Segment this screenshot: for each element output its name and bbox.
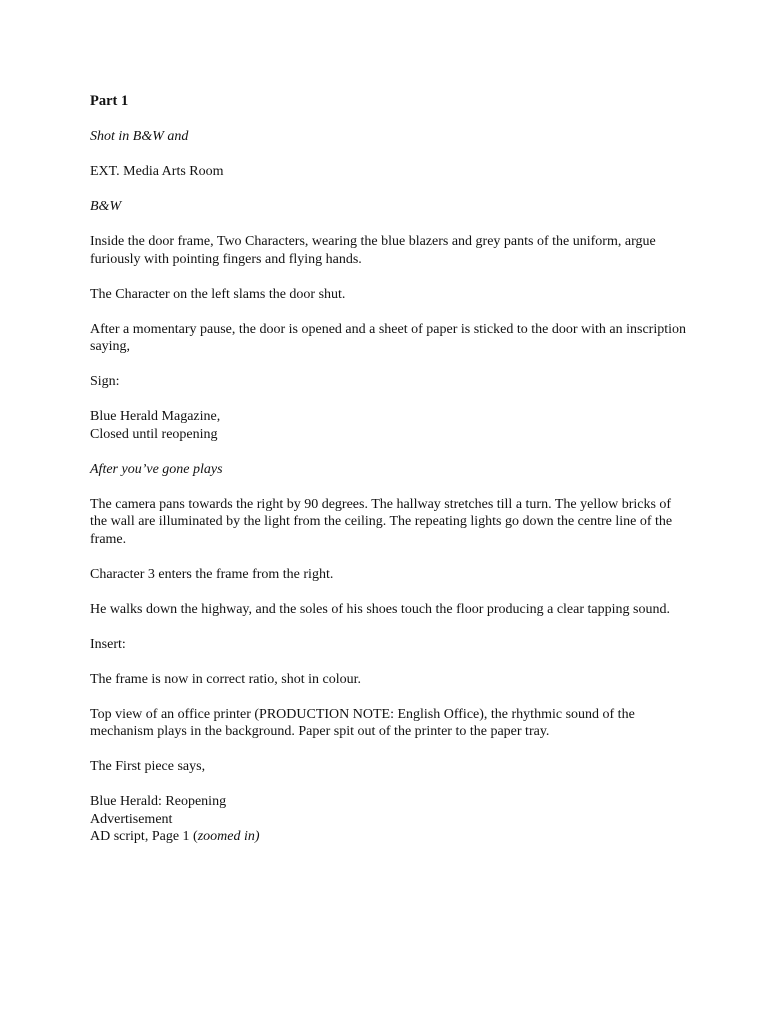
insert-label: Insert: [90, 636, 126, 652]
piece-line: Blue Herald: Reopening [90, 794, 227, 809]
action-paragraph-6: He walks down the highway, and the soles of his shoes touch the floor producing a clear tapping sound. [90, 601, 670, 617]
action-paragraph-8: Top view of an office printer (PRODUCTION NOTE: English Office), the rhythmic sound of the mechanism plays in the background. Paper spit out of the printer to the paper tray. [90, 706, 635, 739]
sign-line: Closed until reopening [90, 426, 218, 442]
action-paragraph-1: Inside the door frame, Two Characters, wearing the blue blazers and grey pants of the uniform, argue furiously with pointing fingers and flying hands. [90, 234, 656, 267]
printed-piece-text [90, 793, 690, 846]
shot-note: Shot in B&W and [90, 129, 189, 144]
action-paragraph-9: The First piece says, [90, 759, 206, 774]
sign-text [90, 408, 690, 443]
color-note: B&W [90, 199, 122, 214]
scene-heading: EXT. Media Arts Room [90, 164, 224, 179]
action-paragraph-7: The frame is now in correct ratio, shot in colour. [90, 671, 361, 687]
action-paragraph-5: Character 3 enters the frame from the right. [90, 566, 334, 582]
action-paragraph-2: The Character on the left slams the door shut. [90, 286, 346, 302]
part-heading: Part 1 [90, 93, 129, 109]
sign-label: Sign: [90, 374, 120, 389]
piece-line: Advertisement [90, 811, 173, 827]
zoom-note: zoomed in) [197, 829, 260, 844]
action-paragraph-3: After a momentary pause, the door is opened and a sheet of paper is sticked to the door with an inscription saying, [90, 321, 686, 354]
sign-line: Blue Herald Magazine, [90, 409, 221, 424]
piece-line-last [90, 828, 690, 846]
piece-line-prefix: AD script, Page 1 ( [90, 829, 198, 844]
script-body [90, 93, 690, 863]
music-cue: After you’ve gone plays [90, 461, 223, 477]
action-paragraph-4: The camera pans towards the right by 90 degrees. The hallway stretches till a turn. The yellow bricks of the wall are illuminated by the light from the ceiling. The repeating lights go down the centre line of the frame. [90, 496, 673, 547]
